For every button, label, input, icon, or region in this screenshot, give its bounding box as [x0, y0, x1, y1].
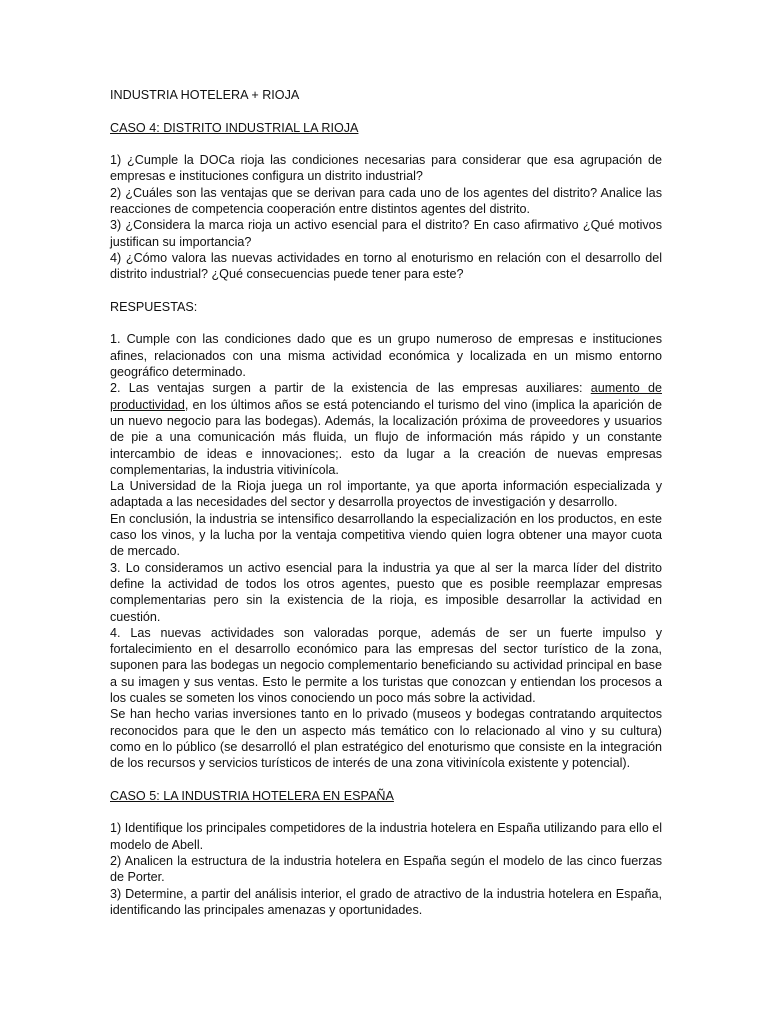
- spacer: [110, 804, 662, 820]
- answer-2-suffix: , en los últimos años se está potenciando el turismo del vino (implica la aparición de un nuevo negocio para las bodegas). Además, la localización próxima de proveedores y usuarios de pie a una comunicación más fluida, un flujo de información más rápido y un constante intercambio de ideas e innovaciones;. esto da lugar a la creación de nuevas empresas complementarias, la industria vitivinícola.: [110, 397, 662, 477]
- answer-2-underlined: aumento de productividad: [110, 381, 662, 412]
- answer-3: 3. Lo consideramos un activo esencial para la industria ya que al ser la marca líder del distrito define la actividad de todos los otros agentes, puesto que es posible reemplazar empresas complementarias pero sin la existencia de la rioja, es imposible desarrollar la actividad en cuestión.: [110, 560, 662, 624]
- spacer: [110, 103, 662, 119]
- case4-question-3: 3) ¿Considera la marca rioja un activo esencial para el distrito? En caso afirmativo ¿Qué motivos justifican su importancia?: [110, 218, 662, 249]
- answer-1: 1. Cumple con las condiciones dado que es un grupo numeroso de empresas e instituciones afines, relacionados con una misma actividad económica y localizada en un mismo entorno geográfico determinado.: [110, 332, 662, 380]
- case5-question-3: 3) Determine, a partir del análisis interior, el grado de atractivo de la industria hotelera en España, identificando las principales amenazas y oportunidades.: [110, 886, 662, 917]
- spacer: [110, 771, 662, 787]
- document-title: INDUSTRIA HOTELERA + RIOJA: [110, 88, 300, 102]
- answers-heading: RESPUESTAS:: [110, 299, 198, 314]
- answer-2: [110, 380, 662, 478]
- answer-4-paragraph-2: Se han hecho varias inversiones tanto en lo privado (museos y bodegas contratando arquitectos reconocidos para que le den un aspecto más temático con lo relacionado al vino y su cultura) como en lo público (se desarrolló el plan estratégico del enoturismo que consiste en la integración de los recursos y servicios turísticos de interés de una zona vitivinícola existente y potencial).: [110, 707, 662, 771]
- document-page: [110, 87, 662, 918]
- case5-heading: CASO 5: LA INDUSTRIA HOTELERA EN ESPAÑA: [110, 788, 394, 803]
- spacer: [110, 283, 662, 299]
- case4-question-4: 4) ¿Cómo valora las nuevas actividades en torno al enoturismo en relación con el desarrollo del distrito industrial? ¿Qué consecuencias puede tener para este?: [110, 250, 662, 282]
- spacer: [110, 136, 662, 152]
- answer-2-paragraph-2: La Universidad de la Rioja juega un rol importante, ya que aporta información especializada y adaptada a las necesidades del sector y desarrolla proyectos de investigación y desarrollo.: [110, 479, 662, 510]
- case4-heading: CASO 4: DISTRITO INDUSTRIAL LA RIOJA: [110, 120, 359, 135]
- spacer: [110, 315, 662, 331]
- answer-2-prefix: 2. Las ventajas surgen a partir de la existencia de las empresas auxiliares:: [110, 381, 591, 396]
- case5-question-1: 1) Identifique los principales competidores de la industria hotelera en España utilizando para ello el modelo de Abell.: [110, 821, 662, 852]
- answer-2-paragraph-3: En conclusión, la industria se intensifico desarrollando la especialización en los productos, en este caso los vinos, y la lucha por la ventaja competitiva viendo quien logra obtener una mayor cuota de mercado.: [110, 511, 662, 559]
- case5-question-2: 2) Analicen la estructura de la industria hotelera en España según el modelo de las cinco fuerzas de Porter.: [110, 853, 662, 885]
- answer-4: 4. Las nuevas actividades son valoradas porque, además de ser un fuerte impulso y fortalecimiento en el desarrollo económico para las empresas del sector turístico de la zona, suponen para las bodegas un negocio complementario beneficiando su actividad principal en base a su imagen y sus ventas. Esto le permite a los turistas que conozcan y entiendan los procesos a los cuales se someten los vinos conociendo un poco más sobre la actividad.: [110, 625, 662, 705]
- case4-question-1: 1) ¿Cumple la DOCa rioja las condiciones necesarias para considerar que esa agrupación de empresas e instituciones configura un distrito industrial?: [110, 153, 662, 184]
- case4-question-2: 2) ¿Cuáles son las ventajas que se derivan para cada uno de los agentes del distrito? Analice las reacciones de competencia cooperación entre distintos agentes del distrito.: [110, 185, 662, 217]
